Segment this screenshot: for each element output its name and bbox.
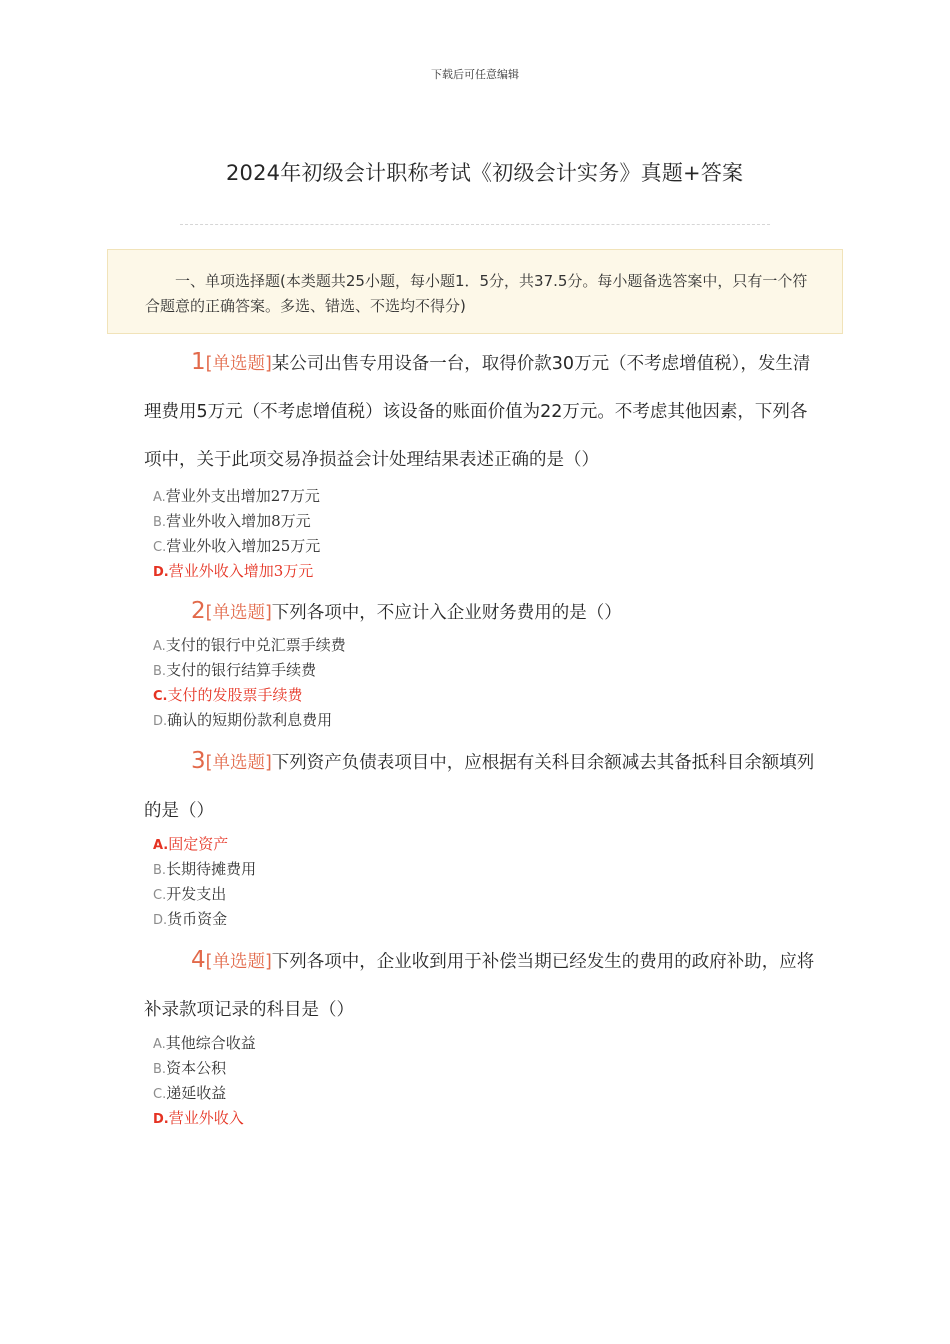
option-text: 营业外收入增加3万元 [168, 562, 314, 580]
question-4-options [153, 1031, 753, 1131]
question-type-tag: [单选题] [205, 603, 272, 623]
header-note: 下载后可任意编辑 [431, 68, 519, 81]
option-letter: A. [153, 639, 166, 654]
option-letter: A. [153, 1037, 166, 1052]
option-text: 营业外收入增加25万元 [166, 537, 321, 555]
option-b[interactable] [153, 509, 753, 534]
option-text: 开发支出 [166, 885, 227, 903]
option-text: 长期待摊费用 [166, 860, 257, 878]
section-instructions-text: 一、单项选择题(本类题共25小题，每小题1．5分，共37.5分。每小题备选答案中，只有一个符合题意的正确答案。多选、错选、不选均不得分) [145, 272, 808, 315]
option-text: 确认的短期份款利息费用 [167, 711, 333, 729]
option-letter: D. [153, 913, 168, 928]
option-c[interactable] [153, 534, 753, 559]
question-type-tag: [单选题] [205, 753, 272, 773]
question-1-options [153, 484, 753, 584]
option-d-correct[interactable] [153, 1106, 753, 1131]
option-letter: D. [153, 714, 168, 729]
option-text: 其他综合收益 [165, 1034, 256, 1052]
question-4 [144, 936, 824, 1034]
question-2 [144, 587, 824, 637]
option-text: 资本公积 [166, 1059, 227, 1077]
option-text: 支付的银行结算手续费 [166, 661, 317, 679]
option-d[interactable] [153, 708, 753, 733]
option-text: 支付的发股票手续费 [167, 686, 303, 704]
option-letter: C. [153, 689, 168, 704]
option-letter: B. [153, 1062, 167, 1077]
option-letter: A. [153, 838, 169, 853]
option-d-correct[interactable] [153, 559, 753, 584]
option-text: 货币资金 [167, 910, 228, 928]
question-text: 下列资产负债表项目中，应根据有关科目余额减去其备抵科目余额填列的是（） [144, 753, 815, 821]
question-1 [144, 338, 824, 484]
question-number: 4 [191, 947, 206, 973]
option-letter: C. [153, 540, 167, 555]
question-type-tag: [单选题] [205, 354, 272, 374]
option-letter: D. [153, 565, 169, 580]
question-2-options [153, 633, 753, 733]
option-letter: B. [153, 863, 167, 878]
option-a[interactable] [153, 633, 753, 658]
option-letter: C. [153, 1087, 167, 1102]
option-c-correct[interactable] [153, 683, 753, 708]
option-letter: B. [153, 664, 167, 679]
option-b[interactable] [153, 658, 753, 683]
question-number: 1 [191, 349, 206, 375]
option-text: 营业外收入增加8万元 [166, 512, 311, 530]
option-c[interactable] [153, 1081, 753, 1106]
title-divider [180, 224, 770, 225]
option-b[interactable] [153, 857, 753, 882]
option-letter: B. [153, 515, 167, 530]
question-number: 3 [191, 748, 206, 774]
option-a[interactable] [153, 1031, 753, 1056]
question-number: 2 [191, 598, 206, 624]
option-a[interactable] [153, 484, 753, 509]
option-text: 固定资产 [168, 835, 229, 853]
option-text: 营业外支出增加27万元 [165, 487, 320, 505]
option-letter: A. [153, 490, 166, 505]
question-type-tag: [单选题] [205, 952, 272, 972]
question-text: 下列各项中，企业收到用于补偿当期已经发生的费用的政府补助，应将补录款项记录的科目是（） [144, 952, 815, 1020]
option-a-correct[interactable] [153, 832, 753, 857]
question-3-options [153, 832, 753, 932]
option-c[interactable] [153, 882, 753, 907]
question-3 [144, 737, 824, 835]
question-text: 下列各项中，不应计入企业财务费用的是（） [271, 603, 622, 623]
option-text: 递延收益 [166, 1084, 227, 1102]
option-d[interactable] [153, 907, 753, 932]
option-b[interactable] [153, 1056, 753, 1081]
option-text: 营业外收入 [168, 1109, 244, 1127]
question-text: 某公司出售专用设备一台，取得价款30万元（不考虑增值税），发生清理费用5万元（不考虑增值税）该设备的账面价值为22万元。不考虑其他因素，下列各项中，关于此项交易净损益会计处理结果表述正确的是（） [144, 354, 811, 470]
document-title: 2024年初级会计职称考试《初级会计实务》真题+答案 [226, 161, 744, 185]
section-instructions-box [107, 249, 843, 334]
option-letter: D. [153, 1112, 169, 1127]
option-text: 支付的银行中兑汇票手续费 [165, 636, 346, 654]
option-letter: C. [153, 888, 167, 903]
